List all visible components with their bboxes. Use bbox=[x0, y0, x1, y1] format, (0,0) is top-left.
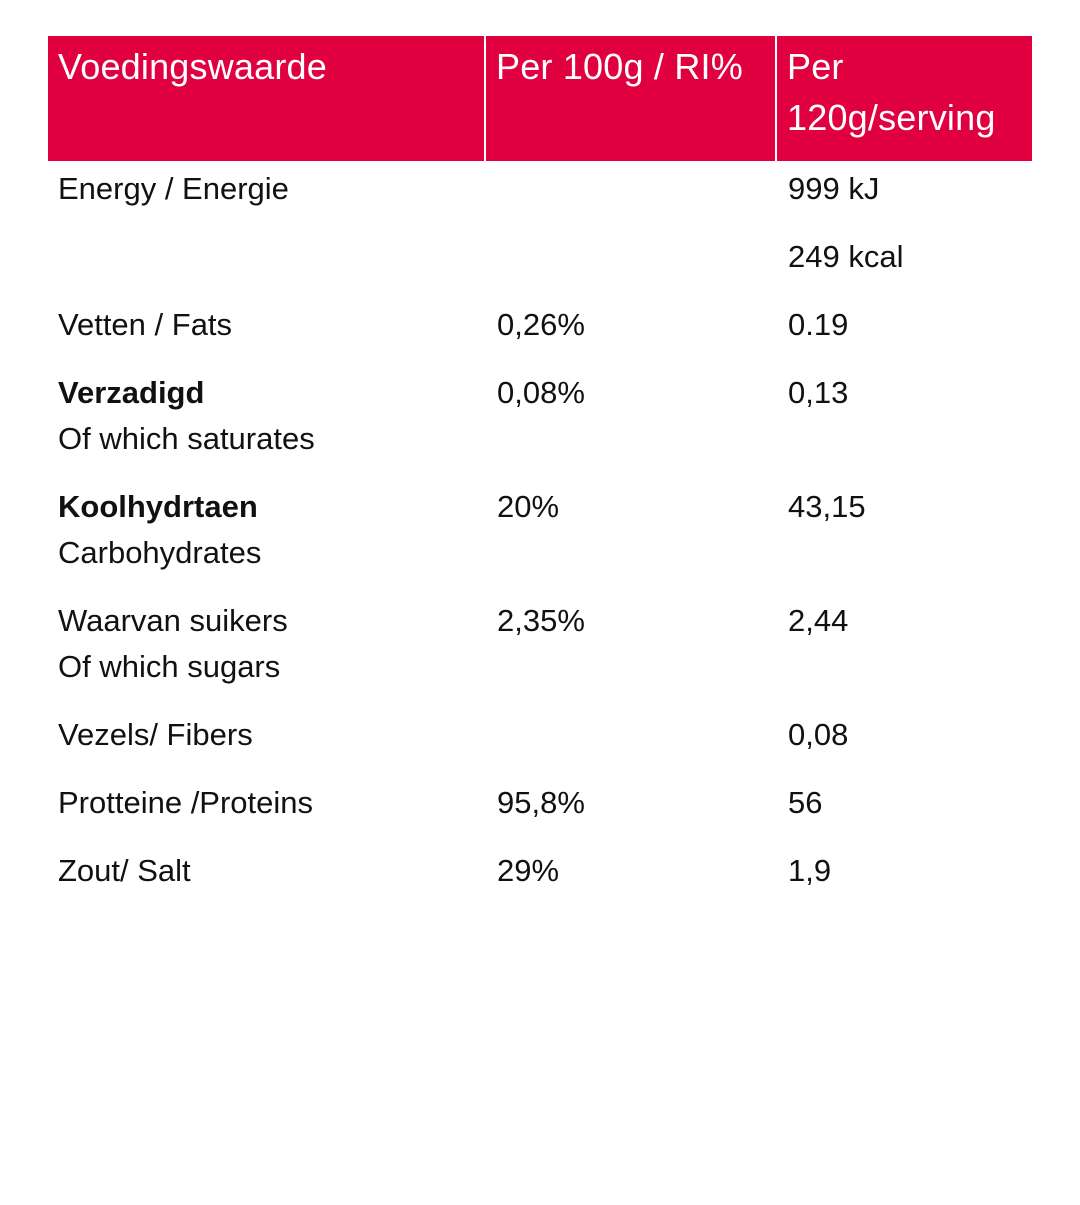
row-label bbox=[48, 370, 487, 462]
row-per-100g: 20% bbox=[497, 489, 560, 524]
row-per-100g: 95,8% bbox=[497, 785, 585, 820]
row-label bbox=[48, 598, 487, 690]
header-per-serving bbox=[777, 36, 1032, 161]
table-row bbox=[48, 780, 1032, 826]
table-row bbox=[48, 166, 1032, 212]
row-label-nl: Koolhydrtaen bbox=[58, 489, 258, 524]
row-label-en: Of which saturates bbox=[58, 421, 315, 456]
row-label-en: Carbohydrates bbox=[58, 535, 262, 570]
row-per-serving: 249 kcal bbox=[788, 239, 904, 274]
table-row bbox=[48, 302, 1032, 348]
row-per-serving: 0,13 bbox=[788, 375, 849, 410]
row-label bbox=[48, 234, 487, 280]
row-per-100g: 0,26% bbox=[497, 307, 585, 342]
row-per-serving: 999 kJ bbox=[788, 171, 880, 206]
row-per-serving: 56 bbox=[788, 785, 823, 820]
row-label: Vetten / Fats bbox=[58, 307, 233, 342]
header-nutrient: Voedingswaarde bbox=[48, 36, 486, 161]
table-row bbox=[48, 598, 1032, 690]
table-row bbox=[48, 370, 1032, 462]
row-per-100g bbox=[487, 166, 778, 212]
nutrition-table bbox=[48, 36, 1032, 894]
row-per-serving: 1,9 bbox=[788, 853, 832, 888]
row-label: Energy / Energie bbox=[58, 171, 289, 206]
row-per-serving: 2,44 bbox=[788, 603, 849, 638]
row-per-100g bbox=[487, 234, 778, 280]
row-label-nl: Waarvan suikers bbox=[58, 603, 288, 638]
row-label bbox=[48, 484, 487, 576]
row-per-100g: 0,08% bbox=[497, 375, 585, 410]
table-header bbox=[48, 36, 1032, 161]
row-per-100g bbox=[487, 712, 778, 758]
row-per-serving: 0,08 bbox=[788, 717, 849, 752]
header-per-serving-line2: 120g/serving bbox=[787, 97, 996, 138]
row-per-serving: 0.19 bbox=[788, 307, 849, 342]
row-label: Protteine /Proteins bbox=[58, 785, 314, 820]
table-row bbox=[48, 848, 1032, 894]
table-row bbox=[48, 484, 1032, 576]
row-label-nl: Verzadigd bbox=[58, 375, 205, 410]
row-label: Zout/ Salt bbox=[58, 853, 191, 888]
row-label-en: Of which sugars bbox=[58, 649, 281, 684]
row-per-serving: 43,15 bbox=[788, 489, 866, 524]
header-per-100g: Per 100g / RI% bbox=[486, 36, 777, 161]
row-per-100g: 2,35% bbox=[497, 603, 585, 638]
table-row bbox=[48, 712, 1032, 758]
row-per-100g: 29% bbox=[497, 853, 560, 888]
row-label: Vezels/ Fibers bbox=[58, 717, 253, 752]
table-row bbox=[48, 234, 1032, 280]
header-per-serving-line1: Per bbox=[787, 46, 844, 87]
